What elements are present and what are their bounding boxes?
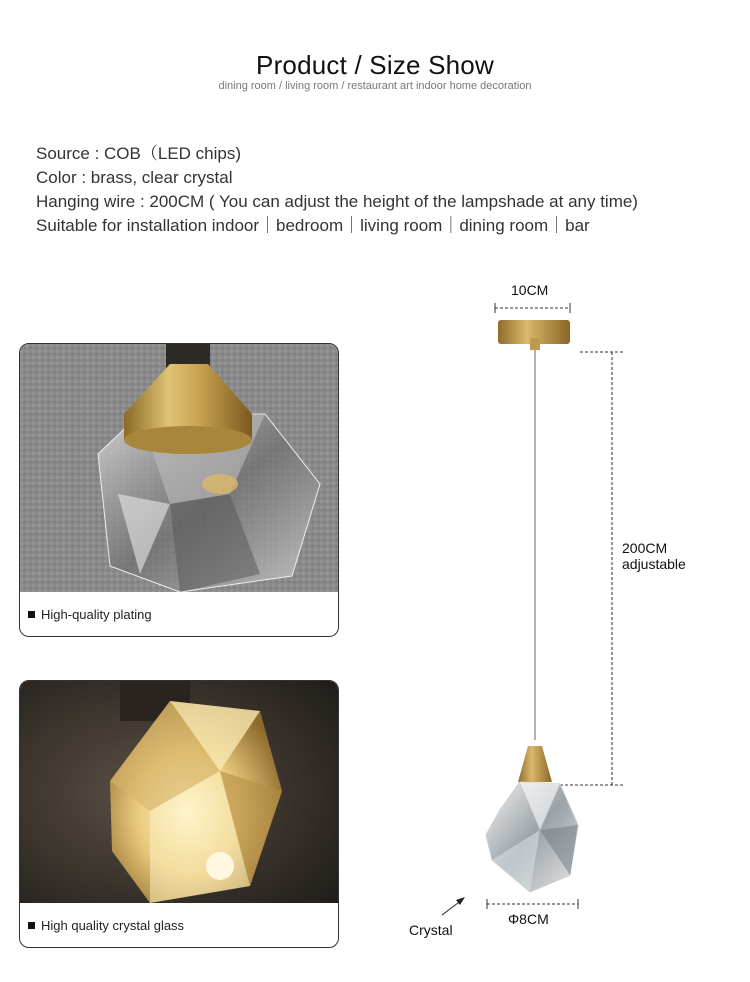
height-adjustable-label: adjustable <box>622 556 686 572</box>
spec-hanging-wire: Hanging wire : 200CM ( You can adjust the height of the lampshade at any time) <box>36 192 638 211</box>
size-diagram <box>380 270 750 970</box>
width-label: 10CM <box>511 282 549 298</box>
spec-color: Color : brass, clear crystal <box>36 168 233 187</box>
height-label: 200CM <box>622 540 668 556</box>
page-title: Product / Size Show <box>256 50 494 80</box>
crystal-caption: High quality crystal glass <box>41 917 185 933</box>
spec-source: Source : COB（LED chips) <box>36 144 242 163</box>
diameter-label: Φ8CM <box>508 911 549 927</box>
pendant-lamp-drawing <box>380 270 750 970</box>
bullet-square-icon <box>28 611 35 618</box>
plating-card <box>19 343 339 637</box>
plating-caption: High-quality plating <box>41 606 152 622</box>
page-subtitle: dining room / living room / restaurant art indoor home decoration <box>218 80 532 92</box>
plating-photo <box>20 344 338 592</box>
spec-list <box>36 142 638 238</box>
spec-installation: Suitable for installation indoor｜bedroom｜living room｜dining room｜bar <box>36 216 590 235</box>
crystal-label: Crystal <box>409 922 453 938</box>
bullet-square-icon <box>28 922 35 929</box>
crystal-photo <box>20 681 338 903</box>
crystal-card <box>19 680 339 948</box>
